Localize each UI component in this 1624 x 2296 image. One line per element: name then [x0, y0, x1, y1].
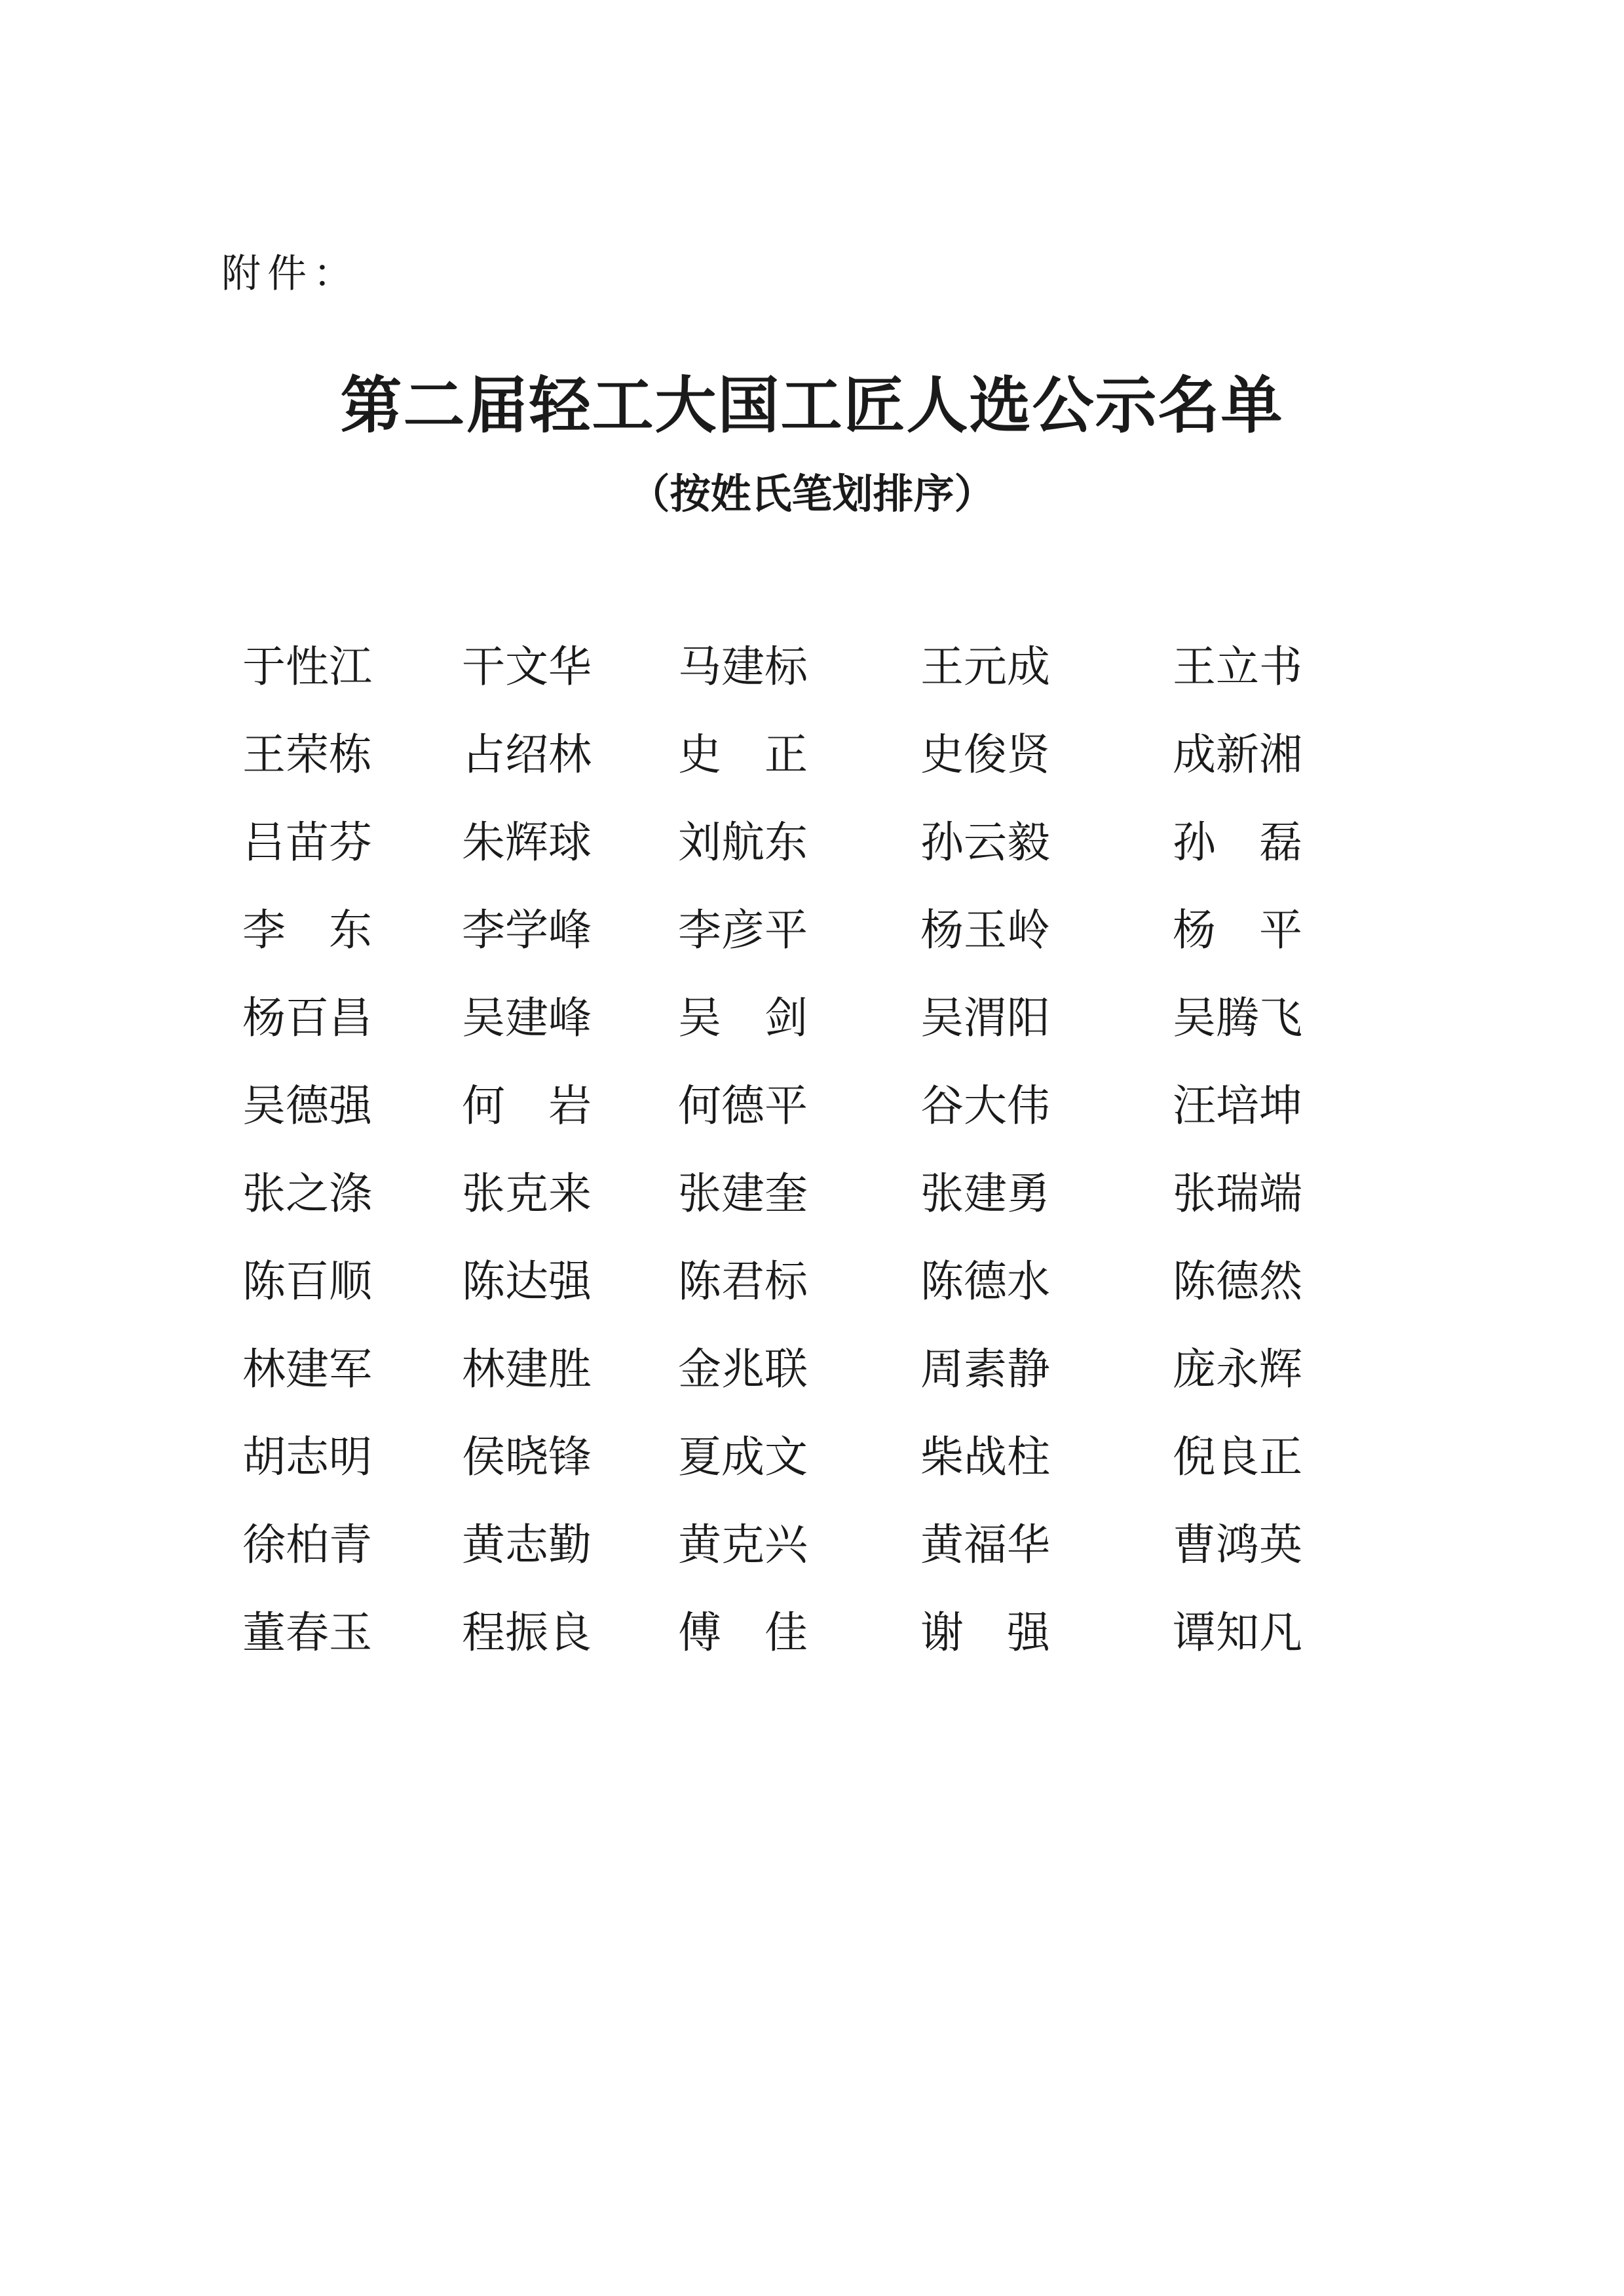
candidate-name: 张建奎: [678, 1168, 808, 1219]
candidate-name: 林建胜: [462, 1344, 592, 1394]
candidate-name: 杨 平: [1173, 905, 1302, 955]
candidate-name: 黄福华: [920, 1520, 1050, 1570]
name-row: [0, 1431, 1624, 1519]
candidate-name: 张克来: [462, 1168, 592, 1219]
candidate-name: 李 东: [242, 905, 372, 955]
candidate-name-list: [0, 641, 1624, 1694]
name-row: [0, 729, 1624, 816]
candidate-name: 汪培坤: [1173, 1081, 1302, 1131]
candidate-name: 侯晓锋: [462, 1432, 592, 1482]
name-row: [0, 1607, 1624, 1694]
candidate-name: 张之涤: [242, 1168, 372, 1219]
name-row: [0, 1255, 1624, 1343]
candidate-name: 陈德然: [1173, 1256, 1302, 1307]
candidate-name: 杨百昌: [242, 993, 372, 1043]
candidate-name: 林建军: [242, 1344, 372, 1394]
candidate-name: 胡志明: [242, 1432, 372, 1482]
candidate-name: 陈达强: [462, 1256, 592, 1307]
candidate-name: 何德平: [678, 1081, 808, 1131]
candidate-name: 陈百顺: [242, 1256, 372, 1307]
name-row: [0, 992, 1624, 1080]
candidate-name: 吴建峰: [462, 993, 592, 1043]
candidate-name: 曹鸿英: [1173, 1520, 1302, 1570]
candidate-name: 程振良: [462, 1607, 592, 1658]
candidate-name: 吴德强: [242, 1081, 372, 1131]
candidate-name: 谭知凡: [1173, 1607, 1302, 1658]
candidate-name: 张瑞端: [1173, 1168, 1302, 1219]
candidate-name: 黄志勤: [462, 1520, 592, 1570]
candidate-name: 吴腾飞: [1173, 993, 1302, 1043]
candidate-name: 史俊贤: [920, 729, 1050, 780]
document-title: 第二届轻工大国工匠人选公示名单: [340, 370, 1284, 442]
candidate-name: 吴渭阳: [920, 993, 1050, 1043]
candidate-name: 谢 强: [920, 1607, 1050, 1658]
candidate-name: 陈德水: [920, 1256, 1050, 1307]
candidate-name: 朱辉球: [462, 817, 592, 868]
candidate-name: 周素静: [920, 1344, 1050, 1394]
candidate-name: 倪良正: [1173, 1432, 1302, 1482]
candidate-name: 庞永辉: [1173, 1344, 1302, 1394]
candidate-name: 黄克兴: [678, 1520, 808, 1570]
candidate-name: 谷大伟: [920, 1081, 1050, 1131]
candidate-name: 陈君标: [678, 1256, 808, 1307]
candidate-name: 占绍林: [462, 729, 592, 780]
candidate-name: 成新湘: [1173, 729, 1302, 780]
candidate-name: 刘航东: [678, 817, 808, 868]
attachment-label: 附件：: [221, 251, 359, 297]
candidate-name: 马建标: [678, 641, 808, 692]
candidate-name: 李彦平: [678, 905, 808, 955]
candidate-name: 夏成文: [678, 1432, 808, 1482]
candidate-name: 王立书: [1173, 641, 1302, 692]
candidate-name: 徐柏青: [242, 1520, 372, 1570]
candidate-name: 吴 剑: [678, 993, 808, 1043]
name-row: [0, 1519, 1624, 1607]
name-row: [0, 904, 1624, 992]
candidate-name: 李学峰: [462, 905, 592, 955]
name-row: [0, 1080, 1624, 1168]
name-row: [0, 816, 1624, 904]
name-row: [0, 1343, 1624, 1431]
candidate-name: 王元成: [920, 641, 1050, 692]
candidate-name: 杨玉岭: [920, 905, 1050, 955]
candidate-name: 干文华: [462, 641, 592, 692]
name-row: [0, 641, 1624, 729]
candidate-name: 王荣栋: [242, 729, 372, 780]
candidate-name: 张建勇: [920, 1168, 1050, 1219]
candidate-name: 傅 佳: [678, 1607, 808, 1658]
candidate-name: 孙云毅: [920, 817, 1050, 868]
candidate-name: 金兆联: [678, 1344, 808, 1394]
candidate-name: 吕苗芬: [242, 817, 372, 868]
candidate-name: 柴战柱: [920, 1432, 1050, 1482]
document-subtitle: （按姓氏笔划排序）: [629, 470, 995, 518]
candidate-name: 于性江: [242, 641, 372, 692]
candidate-name: 孙 磊: [1173, 817, 1302, 868]
name-row: [0, 1168, 1624, 1255]
candidate-name: 董春玉: [242, 1607, 372, 1658]
candidate-name: 史 正: [678, 729, 808, 780]
candidate-name: 何 岩: [462, 1081, 592, 1131]
